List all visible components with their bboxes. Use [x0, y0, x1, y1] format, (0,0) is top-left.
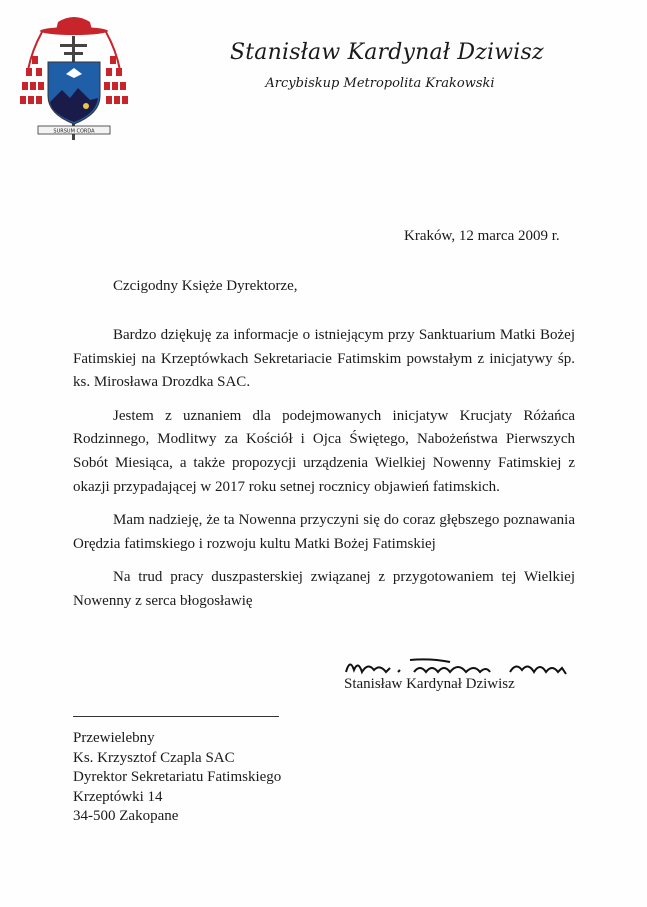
coat-of-arms-icon: [18, 10, 130, 142]
salutation: Czcigodny Księże Dyrektorze,: [113, 278, 298, 294]
letter-body: [73, 324, 575, 614]
address-line: Przewielebny: [73, 730, 155, 746]
divider: [73, 716, 279, 717]
letter-date: Kraków, 12 marca 2009 r.: [404, 228, 560, 244]
recipient-address: [73, 729, 281, 827]
address-line: Krzeptówki 14: [73, 788, 163, 805]
letterhead-title: Arcybiskup Metropolita Krakowski: [265, 76, 495, 91]
paragraph: Jestem z uznaniem dla podejmowanych inicjatyw Krucjaty Różańca Rodzinnego, Modlitwy za Kościół i Ojca Świętego, Nabożeństwa Pierwszych Sobót Miesiąca, a także propozycji urządzenia Wielkiej Nowenny Fatimskiej z okazji przypadającej w 2017 roku setnej rocznicy objawień fatimskich.: [73, 407, 575, 495]
paragraph: Na trud pracy duszpasterskiej związanej z przygotowaniem tej Wielkiej Nowenny z serca błogosławię: [73, 569, 575, 609]
paragraph: Mam nadzieję, że ta Nowenna przyczyni się do coraz głębszego poznawania Orędzia fatimskiego i rozwoju kultu Matki Bożej Fatimskiej: [73, 512, 575, 552]
signature-name: Stanisław Kardynał Dziwisz: [344, 676, 515, 692]
paragraph: Bardzo dziękuję za informacje o istniejącym przy Sanktuarium Matki Bożej Fatimskiej na Krzeptówkach Sekretariacie Fatimskim powstałym z inicjatywy śp. ks. Mirosława Drozdka SAC.: [73, 327, 575, 391]
address-line: Dyrektor Sekretariatu Fatimskiego: [73, 769, 282, 785]
letterhead-name: Stanisław Kardynał Dziwisz: [230, 40, 544, 65]
svg-text:SURSUM CORDA: SURSUM CORDA: [53, 128, 95, 135]
address-line: Ks. Krzysztof Czapla SAC: [73, 749, 235, 766]
address-line: 34-500 Zakopane: [73, 808, 179, 824]
